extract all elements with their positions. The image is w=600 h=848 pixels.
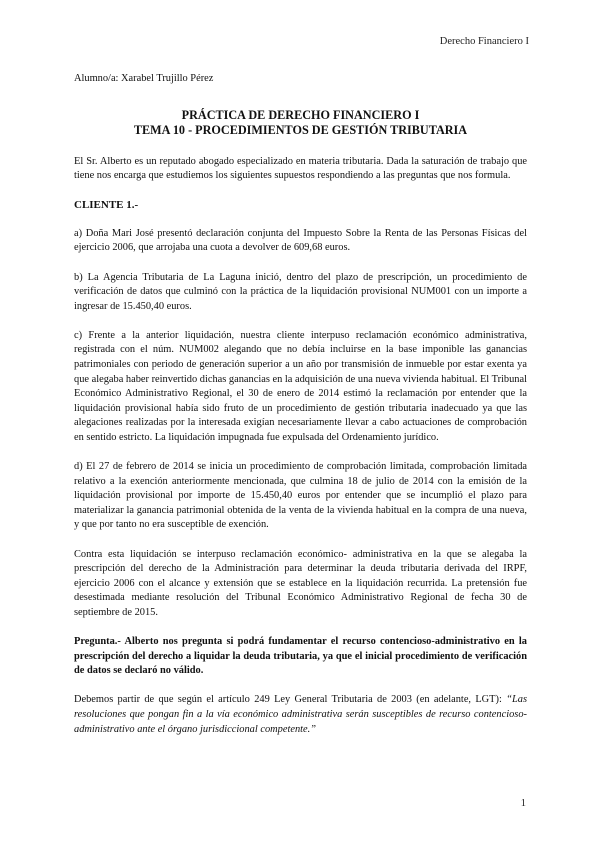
paragraph-appeal: Contra esta liquidación se interpuso reclamación económico- administrativa en la que se alegaba la prescripción del derecho de la Administración para determinar la deuda tributaria derivada del IRPF, ejercicio 2006 con el alcance y extensión que se establece en la liquidación recurrida. La pretensión fue desestimada mediante resolución del Tribunal Económico Administrativo Regional de fecha 30 de septiembre de 2015.: [74, 548, 527, 618]
paragraph-c: c) Frente a la anterior liquidación, nuestra cliente interpuso reclamación económico administrativa, registrada con el núm. NUM002 alegando que no debía incluirse en la base imponible las ganancias patrimoniales con periodo de generación superior a un año por transmisión de inmueble por estar exenta ya que alegaba haber reinvertido dichas ganancias en la adquisición de una nueva vivienda habitual. El Tribunal Económico Administrativo Regional, el 30 de enero de 2014 estimó la reclamación por entender que la liquidación provisional había sido fruto de un procedimiento de gestión tributaria inadecuado ya que las alegaciones realizadas por la interesada exigían necesariamente llevar a cabo actuaciones de comprobación en sentido estricto. La liquidación impugnada fue expulsada del Ordenamiento jurídico.: [74, 329, 527, 443]
title-line-2: TEMA 10 - PROCEDIMIENTOS DE GESTIÓN TRIBUTARIA: [133, 122, 468, 137]
page-number: 1: [520, 798, 526, 809]
legal-quote: “Las resoluciones que pongan fin a la vía económico administrativa serán susceptibles de recurso contencioso-administrativo ante el órgano jurisdiccional competente.”: [74, 694, 527, 735]
paragraph-b: b) La Agencia Tributaria de La Laguna inició, dentro del plazo de prescripción, un procedimiento de verificación de datos que culminó con la práctica de la liquidación provisional NUM001 con un importe a ingresar de 15.450,40 euros.: [74, 271, 527, 312]
paragraph-a: a) Doña Mari José presentó declaración conjunta del Impuesto Sobre la Renta de las Personas Físicas del ejercicio 2006, que arrojaba una cuota a devolver de 609,68 euros.: [74, 227, 527, 254]
title-line-1: PRÁCTICA DE DERECHO FINANCIERO I: [181, 107, 420, 122]
document-body: [74, 72, 527, 737]
student-name: Alumno/a: Xarabel Trujillo Pérez: [74, 73, 214, 84]
answer-lead: Debemos partir de que según el artículo 249 Ley General Tributaria de 2003 (en adelante, LGT):: [74, 694, 507, 706]
running-header: Derecho Financiero I: [439, 36, 529, 47]
document-title: [74, 108, 527, 138]
client-heading: CLIENTE 1.-: [74, 199, 139, 212]
intro-paragraph: El Sr. Alberto es un reputado abogado especializado en materia tributaria. Dada la saturación de trabajo que tiene nos encarga que estudiemos los siguientes supuestos respondiendo a las preguntas que nos formula.: [74, 155, 527, 182]
paragraph-d: d) El 27 de febrero de 2014 se inicia un procedimiento de comprobación limitada, comprobación limitada relativo a la exención anteriormente mencionada, que culmina 18 de julio de 2014 con la emisión de la liquidación provisional por importe de 15.450,40 euros por entender que se incumplió el plazo para materializar la ganancia patrimonial obtenida de la venta de la vivienda habitual en la compra de una nueva, y que por tanto no era susceptible de exención.: [74, 461, 527, 531]
answer-paragraph: [74, 693, 527, 737]
question-paragraph: Pregunta.- Alberto nos pregunta si podrá fundamentar el recurso contencioso-administrativo en la prescripción del derecho a liquidar la deuda tributaria, ya que el inicial procedimiento de verificación de datos se declaró no válido.: [74, 636, 527, 677]
